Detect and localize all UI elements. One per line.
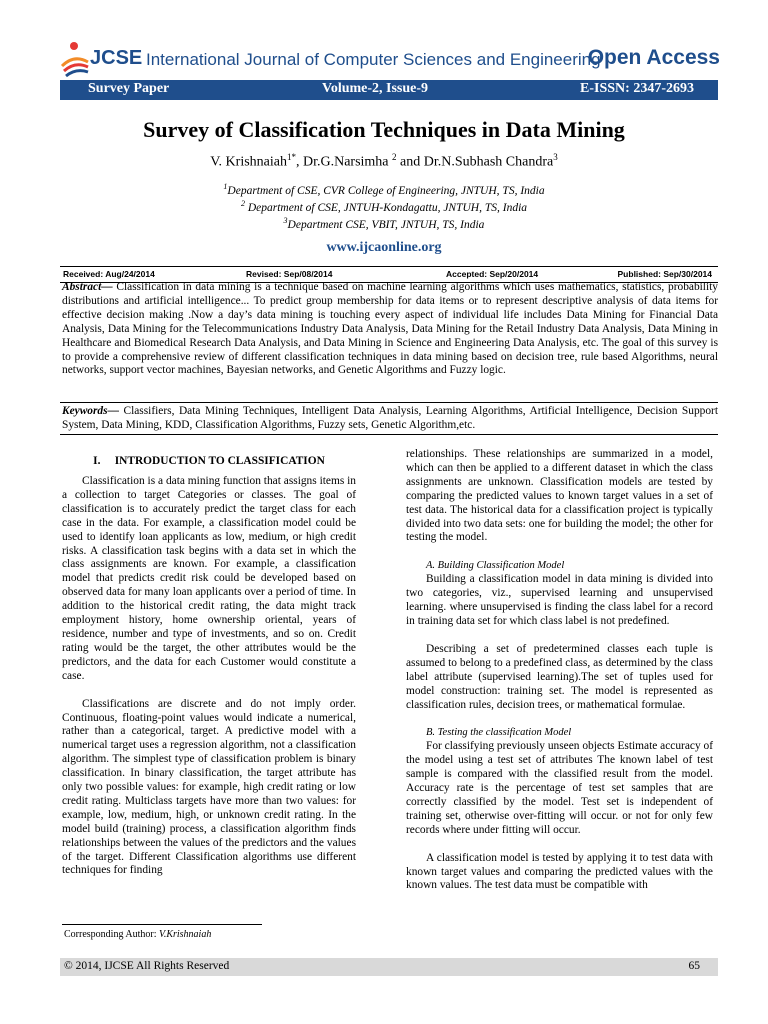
keywords-text: Classifiers, Data Mining Techniques, Intelligent Data Analysis, Learning Algorithms, Artificial Intelligence, Decision Support System, Data Mining, KDD, Classification Algorithms, Fuzzy sets, Genetic Algorithm,etc. [62,405,718,431]
intro-paragraph-2: Classifications are discrete and do not imply order. Continuous, floating-point values would indicate a numerical, rather than a categorical, target. A predictive model with a numerical target uses a regression algorithm, not a classification algorithm. The simplest type of classification problem is binary classification. In binary classification, the target attribute has only two possible values: for example, high credit rating or low credit rating. Multiclass targets have more than two values: for example, low, medium, high, or unknown credit rating. In the model build (training) process, a classification algorithm finds relationships between the values of the predictors and the values of the target. Different Classification algorithms use different techniques for finding [62,697,356,877]
subsection-a-paragraph-1: Building a classification model in data mining is divided into two categories, viz., supervised learning and unsupervised learning. where unsupervised is finding the class label for a record in training data set for which class label is not predefined. [406,573,713,627]
corresponding-author-footnote [64,929,211,940]
keywords [62,404,718,432]
author-1: V. Krishnaiah [210,154,287,170]
intro-paragraph-1: Classification is a data mining function that assigns items in a collection to target Categories or classes. The goal of classification is to accurately predict the target class for each case in the data. For example, a classification model could be used to identify loan applicants as low, medium, or high credit risks. A classification task begins with a data set in which the class assignments are known. For example, a classification model that predicts credit risk could be developed based on observed data for many loan applicants over a period of time. In addition to the historical credit rating, the data might track employment history, home ownership oriental, years of residence, number and type of investments, and so on. Credit rating would be the target, the other attributes would be the predictors, and the data for each Customer would constitute a case. [62,475,356,682]
published-date: Published: Sep/30/2014 [617,269,712,279]
journal-header [60,40,720,80]
affiliation-1-text: Department of CSE, CVR College of Engineering, JNTUH, TS, India [227,184,545,197]
author-list [0,152,768,171]
abstract-text: Classification in data mining is a technique based on machine learning algorithms which uses mathematics, statistics, probability distributions and artificial intelligence... To predict group membership for data items or to represent descriptive analysis of data items for effective decision making .Now a day’s data mining is touching every aspect of individual life includes Data Mining for Financial Data Analysis, Data Mining for the Telecommunications Industry Data Analysis, Data Mining for the Retail Industry Data Analysis, Data Mining in Healthcare and Biomedical Research Data Analysis, and Data Mining in Science and Engineering Data Analysis, etc. The goal of this survey is to provide a comprehensive review of different classification techniques in data mining based on decision tree, rule based Algorithms, neural networks, support vector machines, Bayesian networks, and Genetic Algorithms and Fuzzy logic. [62,281,718,377]
section-title: INTRODUCTION TO CLASSIFICATION [114,455,325,467]
affiliation-3 [0,216,768,231]
keywords-label: Keywords— [62,405,119,417]
received-date: Received: Aug/24/2014 [63,269,155,279]
section-heading [62,455,356,467]
author-1-sup: 1* [286,152,296,162]
copyright-text: © 2014, IJCSE All Rights Reserved [64,960,230,972]
journal-website-link[interactable]: www.ijcaonline.org [326,240,442,255]
affiliation-3-sup: 3 [283,216,288,225]
revised-date: Revised: Sep/08/2014 [246,269,333,279]
right-paragraph-0: relationships. These relationships are summarized in a model, which can then be applied to a different dataset in which the class assignments are unknown. Classification models are tested by comparing the predicted values to known target values in a set of test data. The historical data for a classification project is typically divided into two data sets: one for building the model; the other for testing the model. [406,448,713,544]
logo-text: JCSE [90,47,143,69]
issue-bar [60,80,718,100]
footnote-author-name: V.Krishnaiah [159,929,212,940]
author-2: , Dr.G.Narsimha [295,154,393,170]
affiliation-1 [0,182,768,197]
subsection-a-heading: A. Building Classification Model [426,560,565,572]
abstract-divider [60,402,718,403]
page-footer [60,958,718,976]
paper-type: Survey Paper [88,81,170,96]
affiliation-2-sup: 2 [240,199,245,208]
affiliation-1-sup: 1 [223,182,228,191]
section-number: I. [93,455,101,467]
author-3-sup: 3 [553,152,558,162]
author-3: and Dr.N.Subhash Chandra [396,154,554,170]
volume-issue: Volume-2, Issue-9 [322,81,429,96]
page-number: 65 [688,960,700,972]
footnote-label: Corresponding Author: [64,929,159,940]
affiliation-2 [0,199,768,214]
abstract-label: Abstract— [62,281,113,293]
subsection-b-paragraph-1: For classifying previously unseen objects Estimate accuracy of the model using a test set of attributes The known label of test sample is compared with the classified result from the model. Accuracy rate is the percentage of test set samples that are correctly classified by the model. Test set is independent of training set, otherwise over-fitting will occur. or not for only few records where under fitting will occur. [406,740,713,836]
open-access-label: Open Access [587,46,720,69]
affiliation-2-text: Department of CSE, JNTUH-Kondagattu, JNTUH, TS, India [244,201,528,214]
accepted-date: Accepted: Sep/20/2014 [446,269,539,279]
affiliation-3-text: Department CSE, VBIT, JNTUH, TS, India [287,218,485,231]
right-column [406,448,713,893]
journal-name: International Journal of Computer Sciences and Engineering [146,50,601,69]
subsection-b-paragraph-2: A classification model is tested by applying it to test data with known target values and comparing the predicted values with the known values. The test data must be compatible with [406,851,713,892]
subsection-a-paragraph-2: Describing a set of predetermined classes each tuple is assumed to belong to a predefined class, as determined by the class label attribute (supervised learning).The set of tuples used for model construction: training set. The model is represented as classification rules, decision trees, or mathematical formulae. [406,642,713,711]
abstract [62,281,718,378]
paper-title: Survey of Classification Techniques in Data Mining [143,117,625,142]
left-column [62,475,356,878]
keywords-divider [60,434,718,435]
author-2-sup: 2 [392,152,397,162]
footnote-divider [62,924,262,925]
subsection-b-heading: B. Testing the classification Model [426,727,572,739]
issn: E-ISSN: 2347-2693 [580,81,694,96]
